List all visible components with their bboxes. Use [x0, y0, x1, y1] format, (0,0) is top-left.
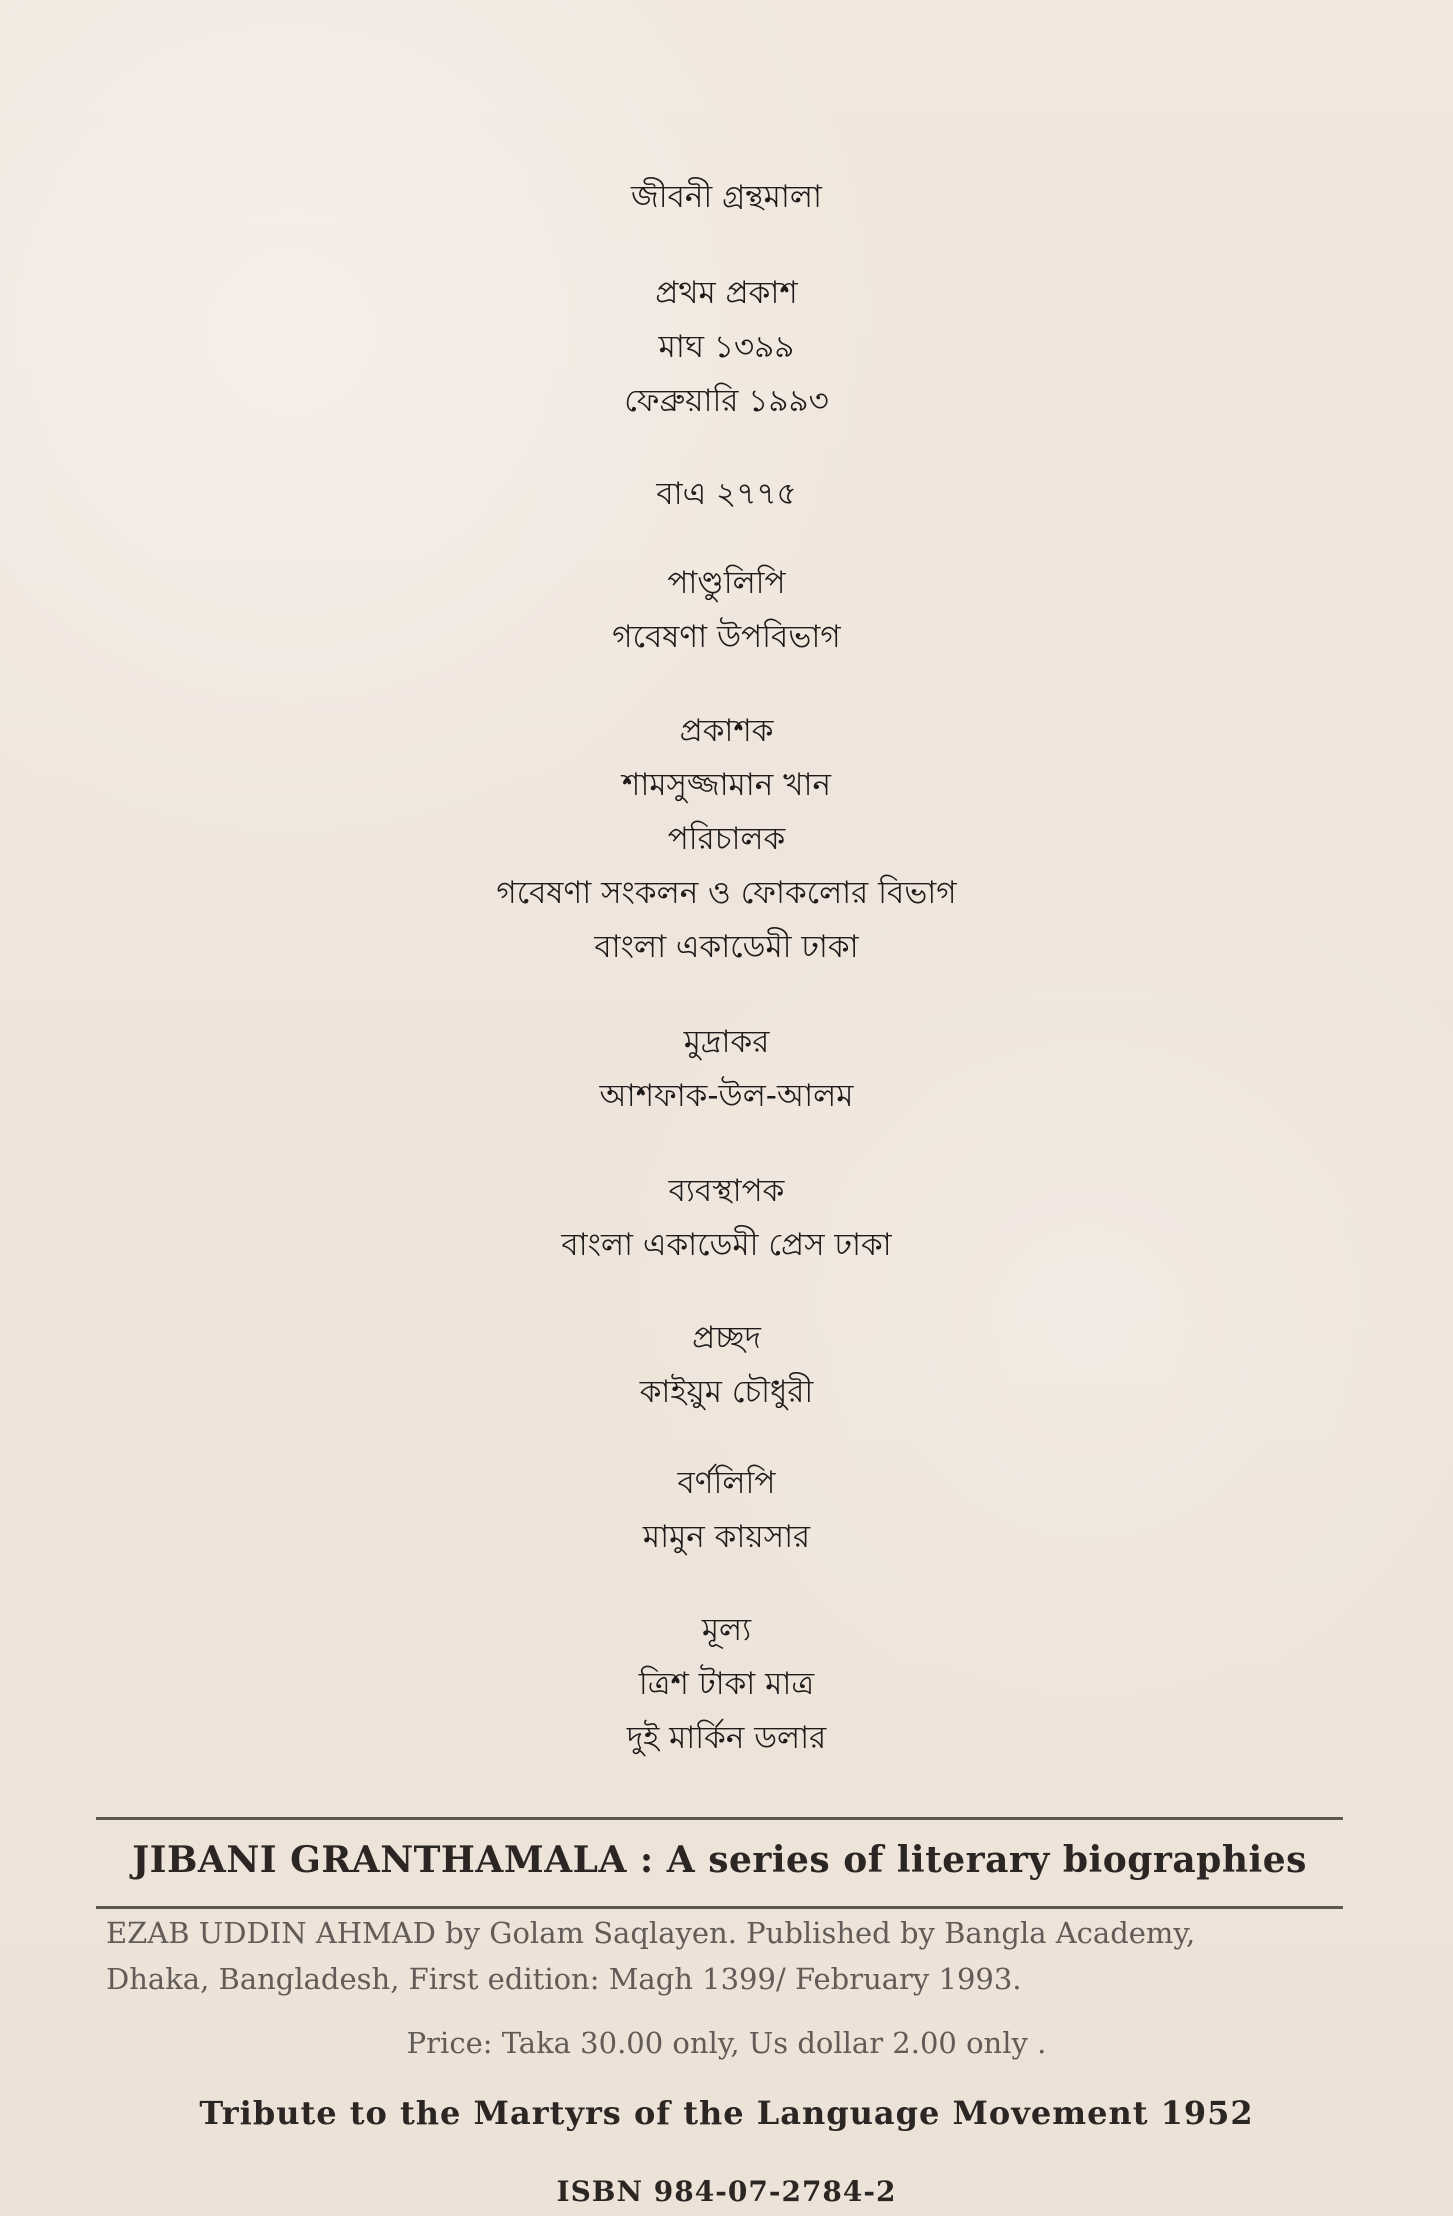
publisher-role: পরিচালক: [667, 821, 786, 857]
bengali-date-line-1: মাঘ ১৩৯৯: [658, 329, 795, 365]
manager-label: ব্যবস্থাপক: [668, 1173, 785, 1209]
price-usd-bn: দুই মার্কিন ডলার: [626, 1720, 827, 1756]
isbn-line: ISBN 984-07-2784-2: [556, 2175, 897, 2208]
manuscript-label: পাণ্ডুলিপি: [667, 565, 786, 601]
lettering-label: বর্ণলিপি: [677, 1465, 776, 1501]
manager-block: [0, 1164, 1453, 1272]
publisher-label: প্রকাশক: [679, 713, 774, 749]
manuscript-value: গবেষণা উপবিভাগ: [612, 619, 841, 655]
publisher-name: শামসুজ্জামান খান: [622, 767, 831, 803]
printer-name: আশফাক-উল-আলম: [599, 1078, 854, 1114]
series-name-bn: জীবনী গ্রন্থমালা: [631, 179, 822, 215]
printer-label: মুদ্রাকর: [683, 1024, 770, 1060]
manager-value: বাংলা একাডেমী প্রেস ঢাকা: [561, 1227, 892, 1263]
tribute-line: Tribute to the Martyrs of the Language Movement 1952: [199, 2094, 1254, 2132]
manuscript-block: [0, 556, 1453, 664]
publisher-block: [0, 704, 1453, 974]
lettering-artist: মামুন কায়সার: [642, 1519, 811, 1555]
english-price: Price: Taka 30.00 only, Us dollar 2.00 only .: [406, 2026, 1047, 2060]
lettering-block: [0, 1456, 1453, 1564]
english-summary-line-2: Dhaka, Bangladesh, First edition: Magh 1399/ February 1993.: [106, 1962, 1022, 1996]
cover-block: [0, 1311, 1453, 1419]
english-series-title: JIBANI GRANTHAMALA : A series of literary biographies: [132, 1839, 1307, 1881]
english-summary-line-1: EZAB UDDIN AHMAD by Golam Saqlayen. Published by Bangla Academy,: [106, 1916, 1196, 1950]
publisher-department: গবেষণা সংকলন ও ফোকলোর বিভাগ: [496, 875, 957, 911]
price-bn-block: [0, 1603, 1453, 1765]
first-publication-label: প্রথম প্রকাশ: [655, 275, 798, 311]
cover-artist: কাইয়ুম চৌধুরী: [639, 1374, 814, 1410]
publisher-organization: বাংলা একাডেমী ঢাকা: [594, 929, 859, 965]
bengali-date-line-2: ফেব্রুয়ারি ১৯৯৩: [624, 383, 829, 419]
catalog-number: বাএ ২৭৭৫: [656, 476, 797, 512]
cover-label: প্রচ্ছদ: [692, 1320, 761, 1356]
price-taka-bn: ত্রিশ টাকা মাত্র: [638, 1666, 815, 1702]
first-publication-block: [0, 266, 1453, 428]
top-divider: [96, 1817, 1343, 1820]
printer-block: [0, 1015, 1453, 1123]
price-label-bn: মূল্য: [701, 1612, 752, 1648]
